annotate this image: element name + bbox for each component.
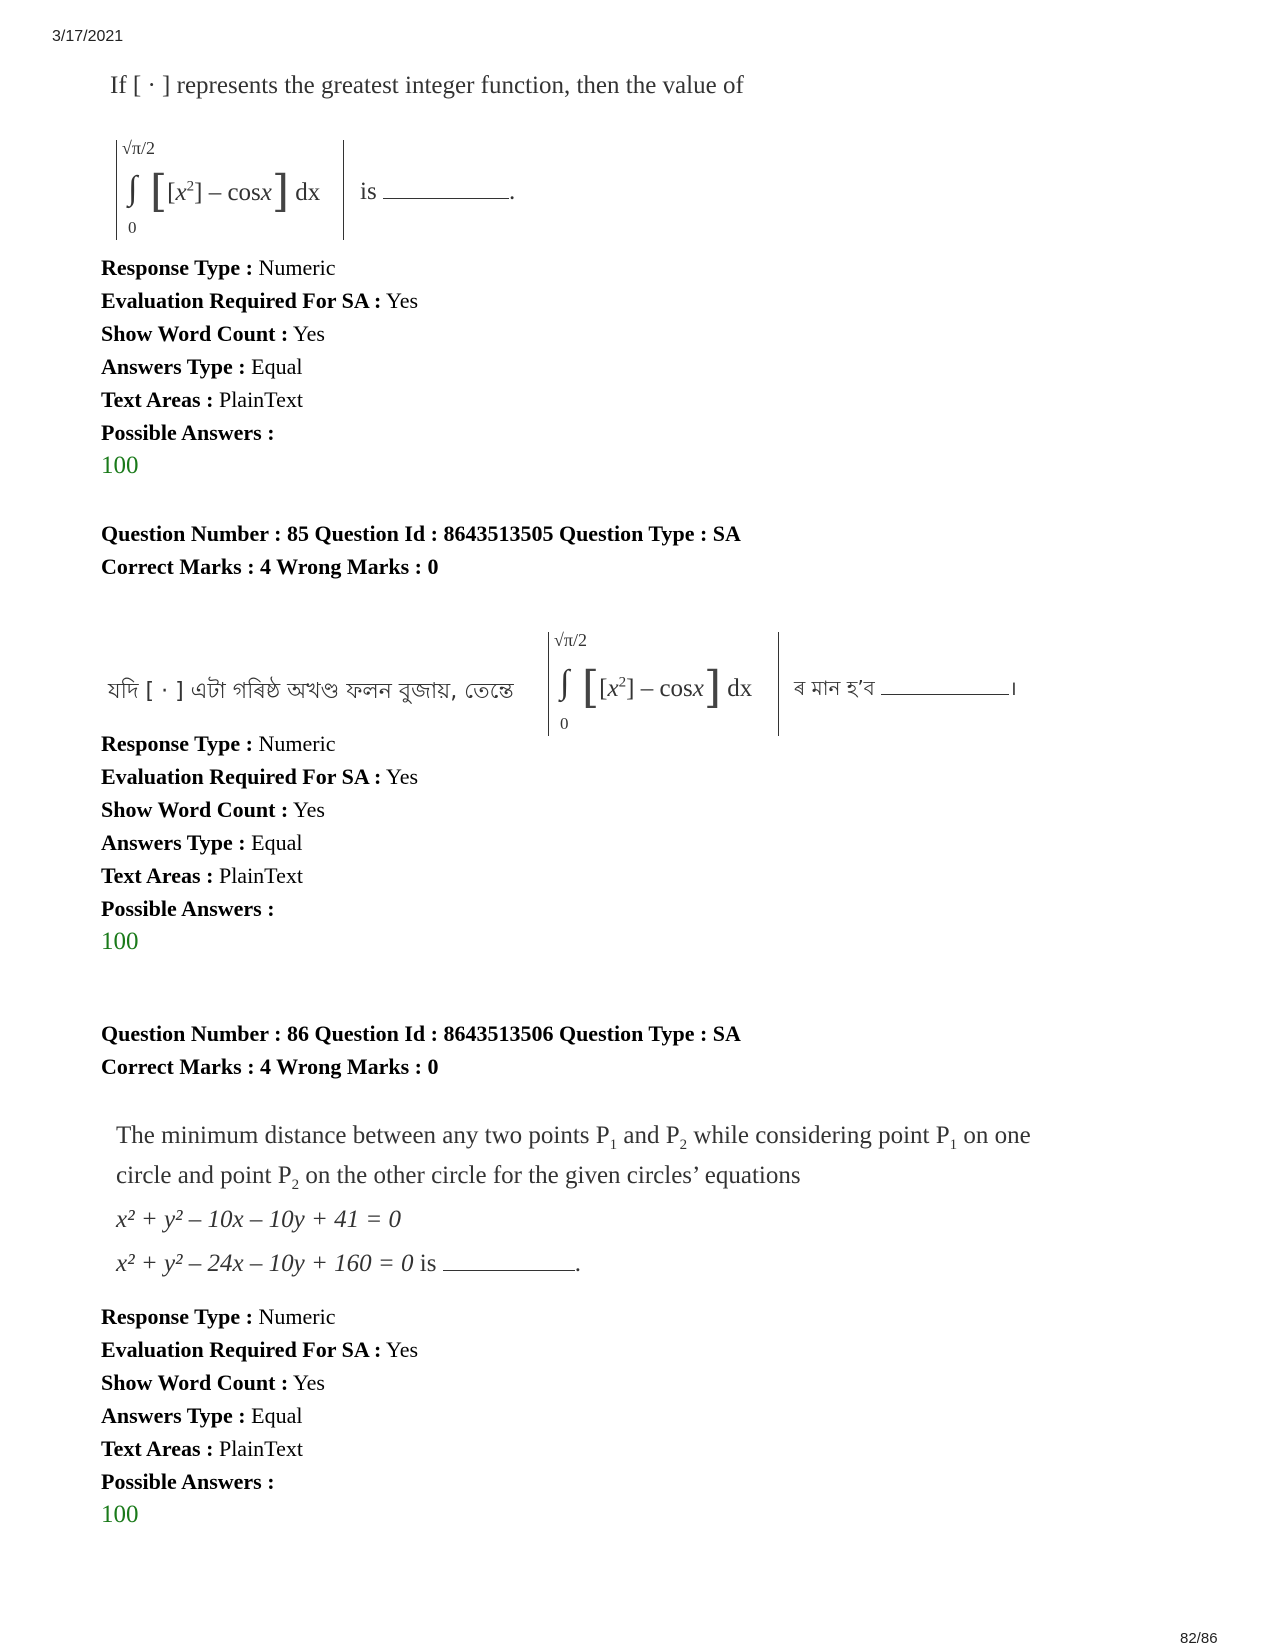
q84-text-areas: Text Areas : PlainText xyxy=(101,387,303,412)
q85-header xyxy=(101,517,741,583)
q85-tail-blank: ৰ মান হ’ব । xyxy=(794,676,1017,700)
q86-show-word-count: Show Word Count : Yes xyxy=(101,1370,325,1395)
q85-eval-sa: Evaluation Required For SA : Yes xyxy=(101,764,419,789)
q84-metadata xyxy=(101,251,418,483)
q84-integral-sign: ∫ xyxy=(128,170,138,207)
q86-response-type: Response Type : Numeric xyxy=(101,1304,336,1329)
q86-line1: The minimum distance between any two points $P_1$ and $P_2$ while considering point $P_1$ on one xyxy=(116,1122,1031,1153)
q86-answer: 100 xyxy=(101,1501,139,1528)
q86-question-image xyxy=(116,1122,1176,1302)
q84-is-blank: is . xyxy=(360,178,516,205)
page-number: 82/86 xyxy=(1180,1630,1218,1647)
q85-intro-text: যদি [ · ] এটা গৰিষ্ঠ অখণ্ড ফলন বুজায়, তেন্তে xyxy=(108,679,514,704)
q84-question-image xyxy=(110,68,850,248)
q86-metadata xyxy=(101,1300,418,1532)
q85-possible-answers-label: Possible Answers : xyxy=(101,896,275,921)
q85-abs-bar-left xyxy=(548,632,549,736)
q86-equation-2: x² + y² – 24x – 10y + 160 = 0 is . xyxy=(116,1250,581,1277)
q84-abs-bar-right xyxy=(343,140,344,240)
q85-abs-bar-right xyxy=(778,632,779,736)
q85-upper-limit: √π/2 xyxy=(554,630,587,650)
q84-lower-limit: 0 xyxy=(128,218,137,237)
q85-integral-sign: ∫ xyxy=(560,664,570,701)
q84-abs-bar-left xyxy=(116,140,117,240)
q86-header-line2: Correct Marks : 4 Wrong Marks : 0 xyxy=(101,1054,439,1079)
q85-answer: 100 xyxy=(101,928,139,955)
q84-answers-type: Answers Type : Equal xyxy=(101,354,303,379)
q84-integrand: $[[x^2] - \cos x]$ dx xyxy=(150,166,321,217)
q84-response-type: Response Type : Numeric xyxy=(101,255,336,280)
q85-response-type: Response Type : Numeric xyxy=(101,731,336,756)
q85-show-word-count: Show Word Count : Yes xyxy=(101,797,325,822)
q85-answers-type: Answers Type : Equal xyxy=(101,830,303,855)
q85-header-line2: Correct Marks : 4 Wrong Marks : 0 xyxy=(101,554,439,579)
q85-question-image xyxy=(108,632,1048,742)
q85-text-areas: Text Areas : PlainText xyxy=(101,863,303,888)
q86-header xyxy=(101,1017,741,1083)
q84-show-word-count: Show Word Count : Yes xyxy=(101,321,325,346)
q84-integral-expression xyxy=(110,140,630,240)
q86-answers-type: Answers Type : Equal xyxy=(101,1403,303,1428)
q85-integrand: $[[x^2] - \cos x]$ dx xyxy=(582,662,753,713)
q84-eval-sa: Evaluation Required For SA : Yes xyxy=(101,288,419,313)
print-date: 3/17/2021 xyxy=(52,28,124,45)
q86-text-areas: Text Areas : PlainText xyxy=(101,1436,303,1461)
q86-equation-1: x² + y² – 10x – 10y + 41 = 0 xyxy=(116,1206,401,1233)
q84-intro-text: If [ · ] represents the greatest integer function, then the value of xyxy=(110,72,744,99)
q86-eval-sa: Evaluation Required For SA : Yes xyxy=(101,1337,419,1362)
q85-integral-expression xyxy=(544,632,1044,740)
q86-possible-answers-label: Possible Answers : xyxy=(101,1469,275,1494)
q84-possible-answers-label: Possible Answers : xyxy=(101,420,275,445)
q84-answer: 100 xyxy=(101,452,139,479)
q85-header-line1: Question Number : 85 Question Id : 8643513505 Question Type : SA xyxy=(101,521,741,546)
q86-line2: circle and point $P_2$ on the other circle for the given circles’ equations xyxy=(116,1162,801,1193)
q86-header-line1: Question Number : 86 Question Id : 8643513506 Question Type : SA xyxy=(101,1021,741,1046)
q85-metadata xyxy=(101,727,418,959)
q85-lower-limit: 0 xyxy=(560,714,569,733)
q84-upper-limit: √π/2 xyxy=(122,138,155,158)
